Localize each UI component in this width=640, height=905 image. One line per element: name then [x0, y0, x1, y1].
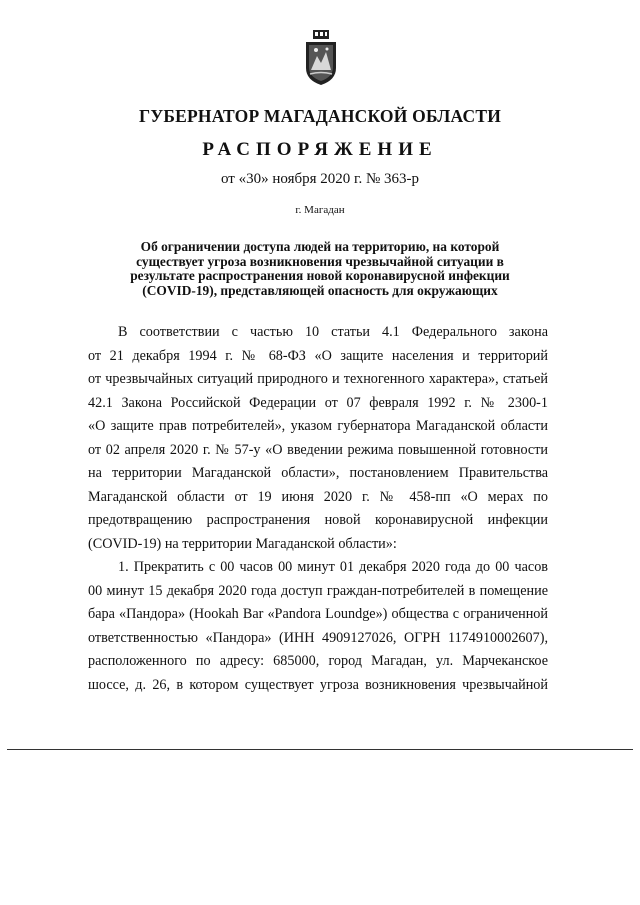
body-line: от 21 декабря 1994 г. № 68-ФЗ «О защите населения и территорий [88, 347, 548, 364]
coat-of-arms-icon [302, 30, 340, 86]
body-line: В соответствии с частью 10 статьи 4.1 Федерального закона [118, 324, 548, 340]
body-line: на территории Магаданской области», постановлением Правительства [88, 465, 548, 481]
document-body [88, 321, 548, 697]
body-line: расположенного по адресу: 685000, город Магадан, ул. Марчеканское [88, 653, 548, 669]
body-line: «О защите прав потребителей», указом губернатора Магаданской области [88, 418, 548, 434]
body-line: шоссе, д. 26, в котором существует угроза возникновения чрезвычайной [88, 676, 548, 693]
body-line: 42.1 Закона Российской Федерации от 07 февраля 1992 г. № 2300-1 [88, 394, 548, 411]
subject-line: Об ограничении доступа людей на территорию, на которой [140, 239, 500, 254]
document-subject [110, 240, 530, 298]
subject-line: (COVID-19), представляющей опасность для окружающих [142, 282, 498, 298]
subject-line: результате распространения новой коронавирусной инфекции [130, 268, 510, 284]
body-line: 1. Прекратить с 00 часов 00 минут 01 декабря 2020 года до 00 часов [118, 559, 548, 575]
body-line: от 02 апреля 2020 г. № 57-у «О введении режима повышенной готовности [88, 441, 548, 458]
page-divider [7, 749, 633, 750]
subject-line: существует угроза возникновения чрезвычайной ситуации в [136, 253, 504, 269]
body-line: 00 минут 15 декабря 2020 года доступ граждан-потребителей в помещение [88, 582, 548, 599]
document-type: РАСПОРЯЖЕНИЕ [202, 139, 438, 160]
document-city: г. Магадан [295, 204, 345, 216]
body-line: предотвращению распространения новой коронавирусной инфекции [88, 512, 548, 528]
body-line: ответственностью «Пандора» (ИНН 4909127026, ОГРН 1174910002607), [88, 629, 548, 646]
document-date-number: от «30» ноября 2020 г. № 363-р [220, 171, 420, 187]
body-line: Магаданской области от 19 июня 2020 г. № 458-пп «О мерах по [88, 488, 548, 505]
body-line: от чрезвычайных ситуаций природного и техногенного характера», статьей [88, 371, 548, 387]
body-line: (COVID-19) на территории Магаданской области»: [88, 535, 397, 552]
body-line: бара «Пандора» (Hookah Bar «Pandora Loundge») общества с ограниченной [88, 606, 548, 622]
issuer-title: ГУБЕРНАТОР МАГАДАНСКОЙ ОБЛАСТИ [138, 106, 501, 126]
